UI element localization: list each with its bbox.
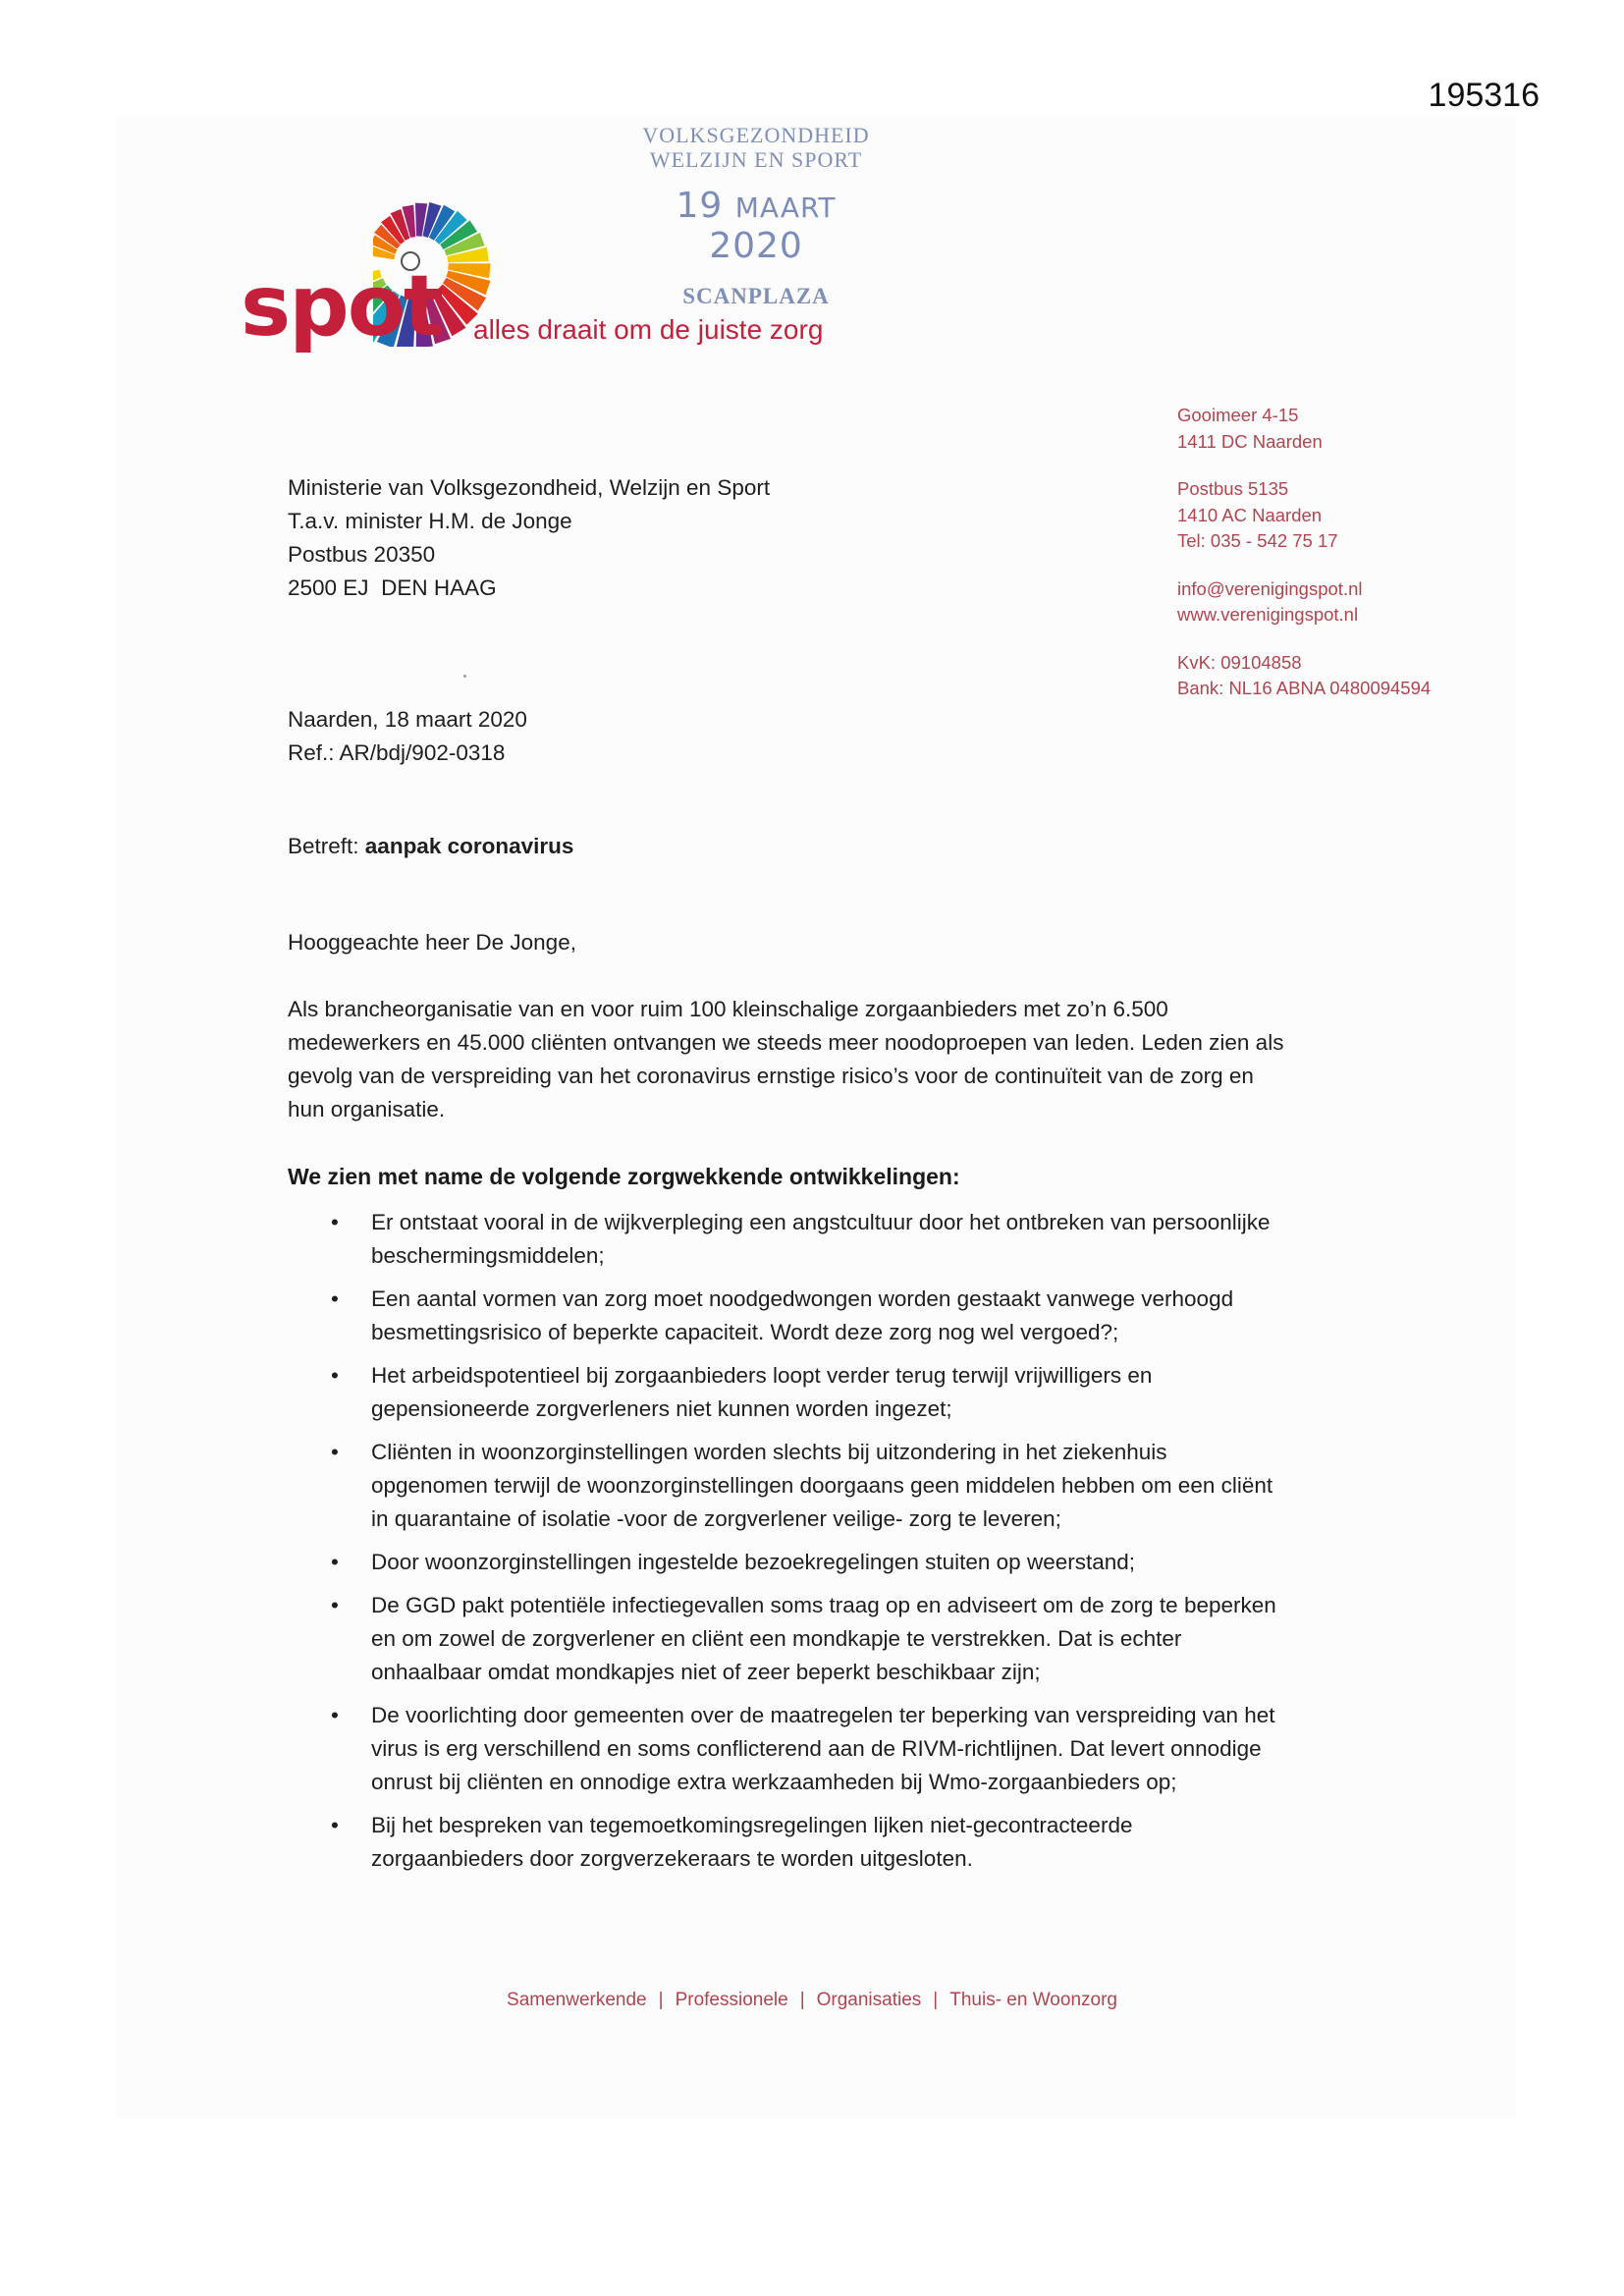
footer-word: Organisaties (816, 1990, 922, 2010)
list-item (288, 1206, 1368, 1273)
intro-line: Als brancheorganisatie van en voor ruim 100 kleinschalige zorgaanbieders met zo’n 6.500 (288, 997, 1168, 1021)
subject-value: aanpak coronavirus (364, 834, 574, 858)
recipient-line-1: Ministerie van Volksgezondheid, Welzijn en Sport (288, 475, 771, 500)
online-contact (1177, 576, 1431, 629)
list-item-line: opgenomen terwijl de woonzorginstellingen doorgaans geen middelen hebben om een cliënt (371, 1473, 1273, 1498)
footer-slogan (0, 1990, 1624, 2011)
bullet-icon: • (331, 1703, 339, 1727)
subject-label: Betreft: (288, 834, 365, 858)
list-item (288, 1809, 1368, 1876)
bank-account: Bank: NL16 ABNA 0480094594 (1177, 678, 1432, 698)
stamp-month: MAART (734, 191, 837, 224)
footer-word: Samenwerkende (507, 1990, 647, 2010)
phone-number: Tel: 035 - 542 75 17 (1177, 530, 1338, 551)
bullet-icon: • (331, 1593, 339, 1617)
list-item-line: zorgaanbieders door zorgverzekeraars te worden uitgesloten. (371, 1846, 973, 1871)
subject-line (288, 830, 573, 863)
recipient-line-2: T.a.v. minister H.M. de Jonge (288, 509, 572, 533)
postal-address-line-1: Postbus 5135 (1177, 478, 1289, 499)
list-item-line: Cliënten in woonzorginstellingen worden slechts bij uitzondering in het ziekenhuis (371, 1440, 1167, 1464)
intro-line: medewerkers en 45.000 cliënten ontvangen we steeds meer noodoproepen van leden. Leden zien als (288, 1030, 1284, 1055)
kvk-number: KvK: 09104858 (1177, 651, 1302, 673)
visit-address-line-1: Gooimeer 4-15 (1177, 405, 1299, 425)
list-item (288, 1699, 1368, 1799)
email-address: info@verenigingspot.nl (1177, 577, 1363, 599)
postal-address (1177, 476, 1431, 555)
list-item-line: Er ontstaat vooral in de wijkverpleging een angstcultuur door het ontbreken van persoonlijke (371, 1210, 1271, 1234)
list-item-line: De voorlichting door gemeenten over de maatregelen ter beperking van verspreiding van het (371, 1703, 1275, 1727)
list-item-line: en om zowel de zorgverlener en cliënt een mondkapje te verstrekken. Dat is echter (371, 1626, 1182, 1651)
recipient-line-4: 2500 EJ DEN HAAG (288, 575, 497, 600)
receipt-stamp (628, 123, 884, 309)
stamp-date (628, 186, 884, 266)
bullet-icon: • (331, 1286, 339, 1311)
footer-separator: | (658, 1990, 664, 2010)
bullet-icon: • (331, 1210, 339, 1234)
logo-tagline: alles draait om de juiste zorg (473, 314, 824, 345)
document-id: 195316 (1428, 77, 1540, 114)
footer-word: Professionele (675, 1990, 788, 2010)
intro-paragraph (288, 993, 1387, 1126)
list-item (288, 1283, 1368, 1349)
salutation: Hooggeachte heer De Jonge, (288, 930, 576, 955)
bullet-icon: • (331, 1550, 339, 1574)
list-item (288, 1546, 1368, 1579)
footer-word: Thuis- en Woonzorg (949, 1990, 1117, 2010)
bullet-icon: • (331, 1363, 339, 1388)
sender-details (1177, 403, 1431, 724)
stamp-year: 2020 (709, 226, 803, 266)
footer-separator: | (799, 1990, 805, 2010)
reference: Ref.: AR/bdj/902-0318 (288, 740, 506, 765)
list-item-line: Bij het bespreken van tegemoetkomingsregelingen lijken niet-gecontracteerde (371, 1813, 1133, 1837)
stamp-place: SCANPLAZA (682, 284, 830, 308)
list-item-line: Het arbeidspotentieel bij zorgaanbieders loopt verder terug terwijl vrijwilligers en (371, 1363, 1153, 1388)
list-item (288, 1359, 1368, 1426)
concerns-heading: We zien met name de volgende zorgwekkende ontwikkelingen: (288, 1164, 960, 1189)
list-item-line: onrust bij cliënten en onnodige extra werkzaamheden bij Wmo-zorgaanbieders op; (371, 1770, 1177, 1794)
stamp-line-2: WELZIJN EN SPORT (649, 147, 863, 172)
list-item-line: onhaalbaar omdat mondkapjes niet of zeer beperkt beschikbaar zijn; (371, 1660, 1041, 1684)
list-item-line: virus is erg verschillend en soms conflicterend aan de RIVM-richtlijnen. Dat levert onnodige (371, 1736, 1262, 1761)
scan-speck (463, 675, 466, 678)
recipient-line-3: Postbus 20350 (288, 542, 436, 567)
list-item-line: Door woonzorginstellingen ingestelde bezoekregelingen stuiten op weerstand; (371, 1550, 1136, 1574)
website-address: www.verenigingspot.nl (1177, 604, 1359, 625)
list-item-line: Een aantal vormen van zorg moet noodgedwongen worden gestaakt vanwege verhoogd (371, 1286, 1234, 1311)
list-item-line: De GGD pakt potentiële infectiegevallen soms traag op en adviseert om de zorg te beperken (371, 1593, 1276, 1617)
visit-address-line-2: 1411 DC Naarden (1177, 430, 1323, 452)
list-item (288, 1436, 1368, 1536)
logo-wordmark: spot (241, 257, 442, 355)
stamp-day: 19 (676, 186, 724, 226)
footer-separator: | (933, 1990, 939, 2010)
list-item-line: besmettingsrisico of beperkte capaciteit. Wordt deze zorg nog wel vergoed?; (371, 1320, 1119, 1344)
registration-details (1177, 650, 1431, 702)
visit-address (1177, 403, 1431, 455)
recipient-address (288, 471, 770, 605)
list-item-line: beschermingsmiddelen; (371, 1243, 605, 1268)
postal-address-line-2: 1410 AC Naarden (1177, 504, 1323, 525)
intro-line: hun organisatie. (288, 1097, 446, 1121)
bullet-icon: • (331, 1440, 339, 1464)
list-item-line: in quarantaine of isolatie -voor de zorgverlener veilige- zorg te leveren; (371, 1506, 1061, 1531)
bullet-icon: • (331, 1813, 339, 1837)
place-date: Naarden, 18 maart 2020 (288, 707, 527, 732)
list-item (288, 1589, 1368, 1689)
date-and-reference (288, 703, 527, 770)
stamp-line-1: VOLKSGEZONDHEID (642, 123, 870, 147)
concerns-list (288, 1206, 1368, 1886)
intro-line: gevolg van de verspreiding van het coronavirus ernstige risico’s voor de continuïteit van de zorg en (288, 1064, 1254, 1088)
list-item-line: gepensioneerde zorgverleners niet kunnen worden ingezet; (371, 1396, 952, 1421)
